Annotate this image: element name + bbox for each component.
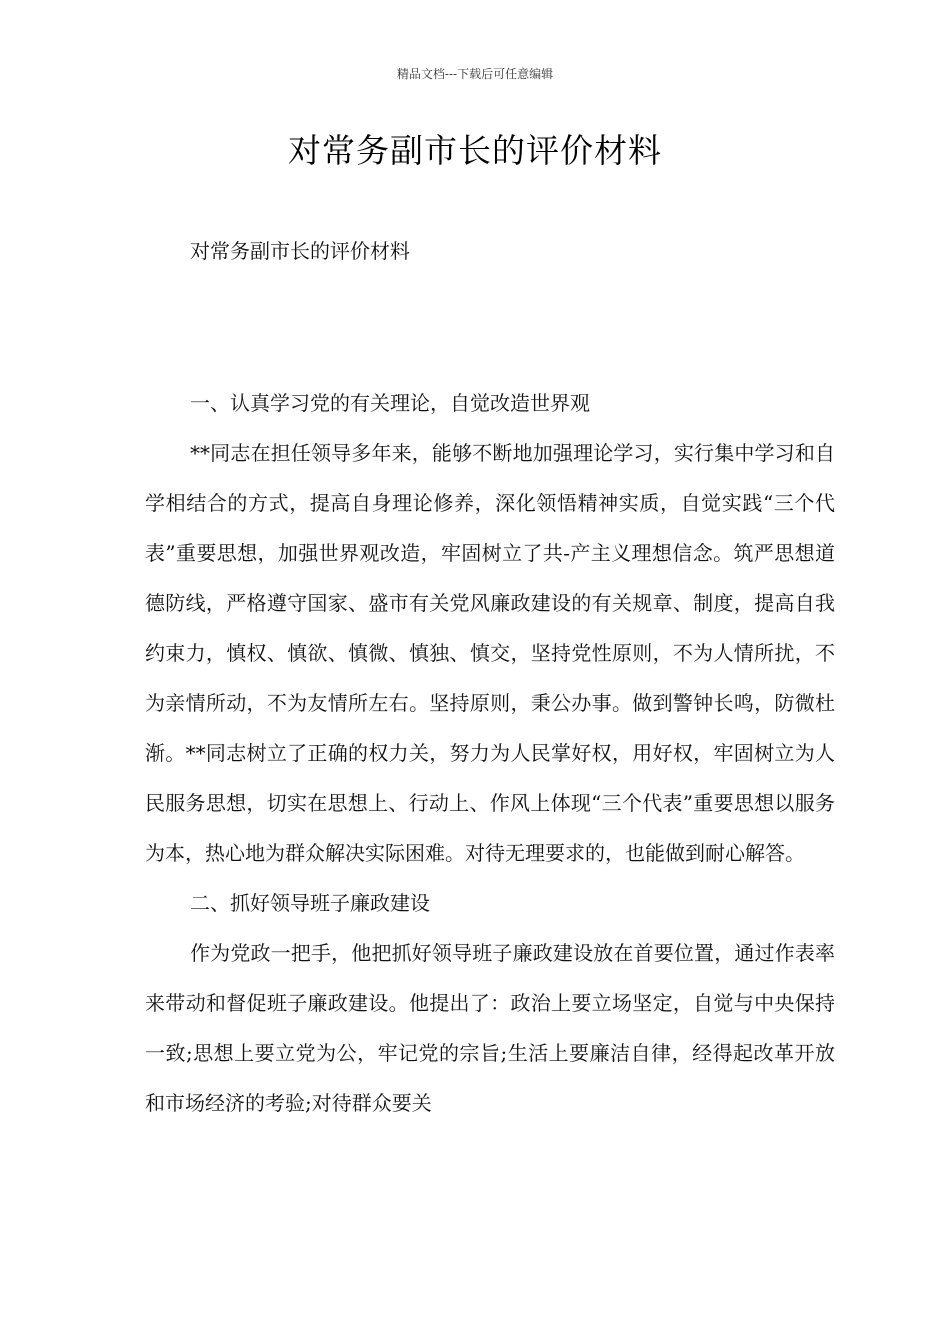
- section-heading-2: 二、抓好领导班子廉政建设: [190, 891, 430, 915]
- body-paragraph-2: 作为党政一把手，他把抓好领导班子廉政建设放在首要位置，通过作表率来带动和督促班子廉政建设。他提出了：政治上要立场坚定，自觉与中央保持一致;思想上要立党为公，牢记党的宗旨;生活上要廉洁自律，经得起改革开放和市场经济的考验;对待群众要关: [145, 941, 835, 1115]
- document-title: 对常务副市长的评价材料: [288, 131, 662, 170]
- section-heading-1: 一、认真学习党的有关理论，自觉改造世界观: [190, 391, 590, 415]
- document-body: [145, 378, 835, 1128]
- body-paragraph-1: **同志在担任领导多年来，能够不断地加强理论学习，实行集中学习和自学相结合的方式，提高自身理论修养，深化领悟精神实质，自觉实践“三个代表”重要思想，加强世界观改造，牢固树立了共-产主义理想信念。筑严思想道德防线，严格遵守国家、盛市有关党风廉政建设的有关规章、制度，提高自我约束力，慎权、慎欲、慎微、慎独、慎交，坚持党性原则，不为人情所扰，不为亲情所动，不为友情所左右。坚持原则，秉公办事。做到警钟长鸣，防微杜渐。**同志树立了正确的权力关，努力为人民掌好权，用好权，牢固树立为人民服务思想，切实在思想上、行动上、作风上体现“三个代表”重要思想以服务为本，热心地为群众解决实际困难。对待无理要求的，也能做到耐心解答。: [145, 441, 835, 865]
- document-subtitle: 对常务副市长的评价材料: [190, 239, 410, 263]
- header-note: 精品文档---下载后可任意编辑: [396, 67, 554, 81]
